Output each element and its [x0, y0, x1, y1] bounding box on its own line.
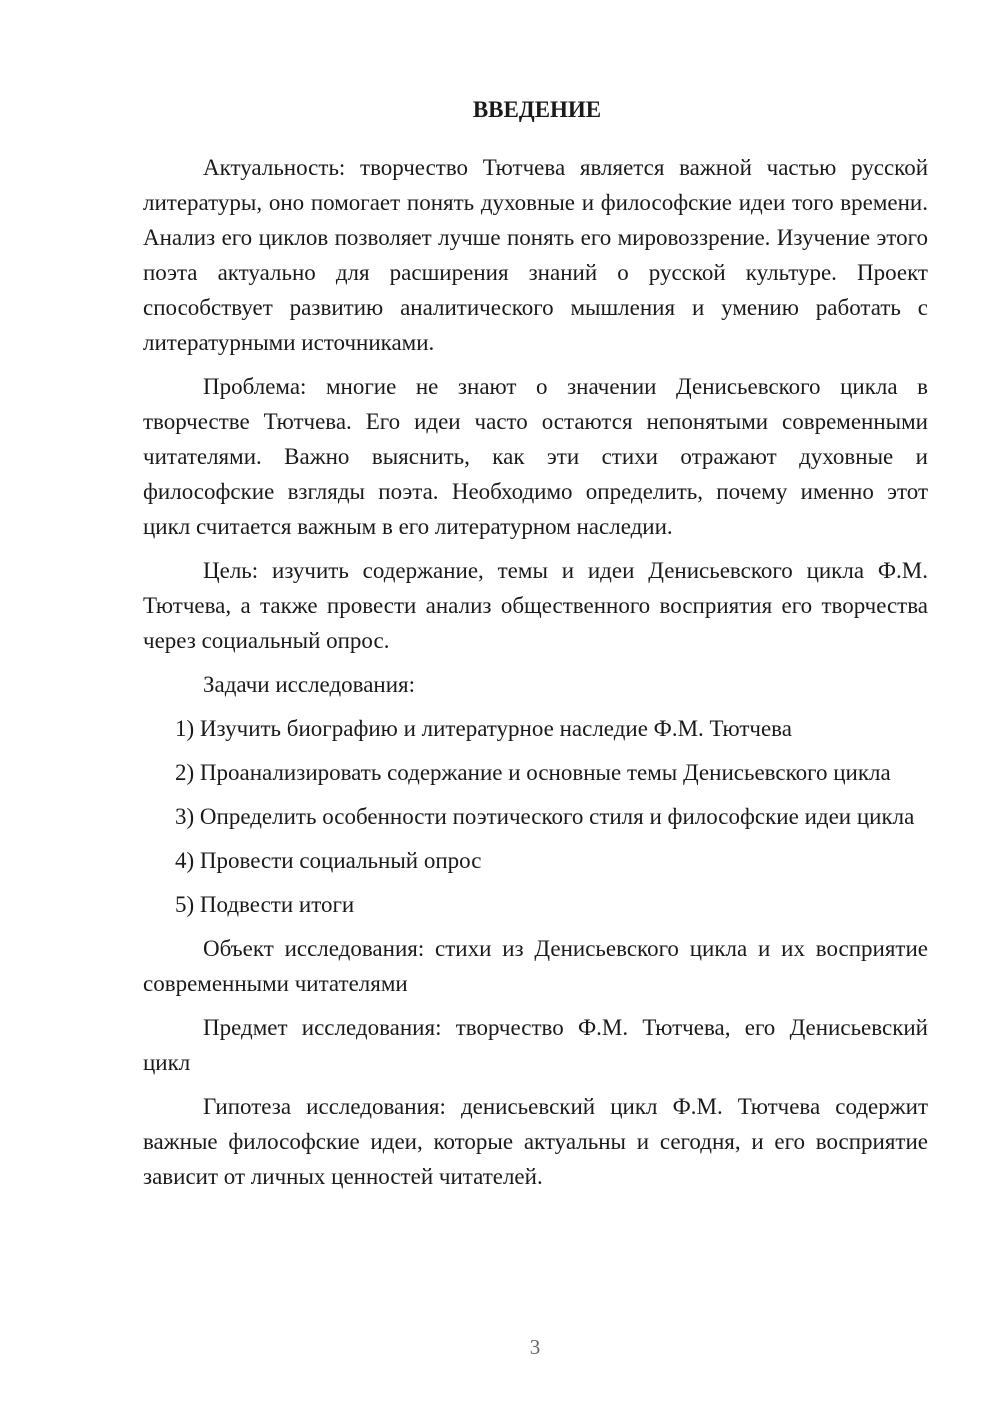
task-item-2: 2) Проанализировать содержание и основные темы Денисьевского цикла — [175, 760, 891, 785]
goal-paragraph: Цель: изучить содержание, темы и идеи Денисьевского цикла Ф.М. Тютчева, а также провести анализ общественного восприятия его творчества через социальный опрос. — [143, 558, 928, 653]
page-content — [143, 92, 928, 1203]
subject-paragraph: Предмет исследования: творчество Ф.М. Тютчева, его Денисьевский цикл — [143, 1015, 928, 1075]
task-item-5: 5) Подвести итоги — [175, 892, 355, 917]
relevance-paragraph: Актуальность: творчество Тютчева является важной частью русской литературы, оно помогает понять духовные и философские идеи того времени. Анализ его циклов позволяет лучше понять его мировоззрение. Изучение этого поэта актуально для расширения знаний о русской культуре. Проект способствует развитию аналитического мышления и умению работать с литературными источниками. — [143, 155, 928, 355]
object-paragraph: Объект исследования: стихи из Денисьевского цикла и их восприятие современными читателями — [143, 936, 928, 996]
hypothesis-paragraph: Гипотеза исследования: денисьевский цикл Ф.М. Тютчева содержит важные философские идеи, которые актуальны и сегодня, и его восприятие зависит от личных ценностей читателей. — [143, 1094, 928, 1189]
task-item-1: 1) Изучить биографию и литературное наследие Ф.М. Тютчева — [175, 716, 792, 741]
page-number: 3 — [529, 1335, 541, 1359]
task-item-3: 3) Определить особенности поэтического стиля и философские идеи цикла — [175, 804, 915, 829]
problem-paragraph: Проблема: многие не знают о значении Денисьевского цикла в творчестве Тютчева. Его идеи часто остаются непонятыми современными читателями. Важно выяснить, как эти стихи отражают духовные и философские взгляды поэта. Необходимо определить, почему именно этот цикл считается важным в его литературном наследии. — [143, 374, 928, 539]
page-title: ВВЕДЕНИЕ — [472, 97, 602, 122]
tasks-title: Задачи исследования: — [203, 672, 416, 697]
task-item-4: 4) Провести социальный опрос — [175, 848, 482, 873]
